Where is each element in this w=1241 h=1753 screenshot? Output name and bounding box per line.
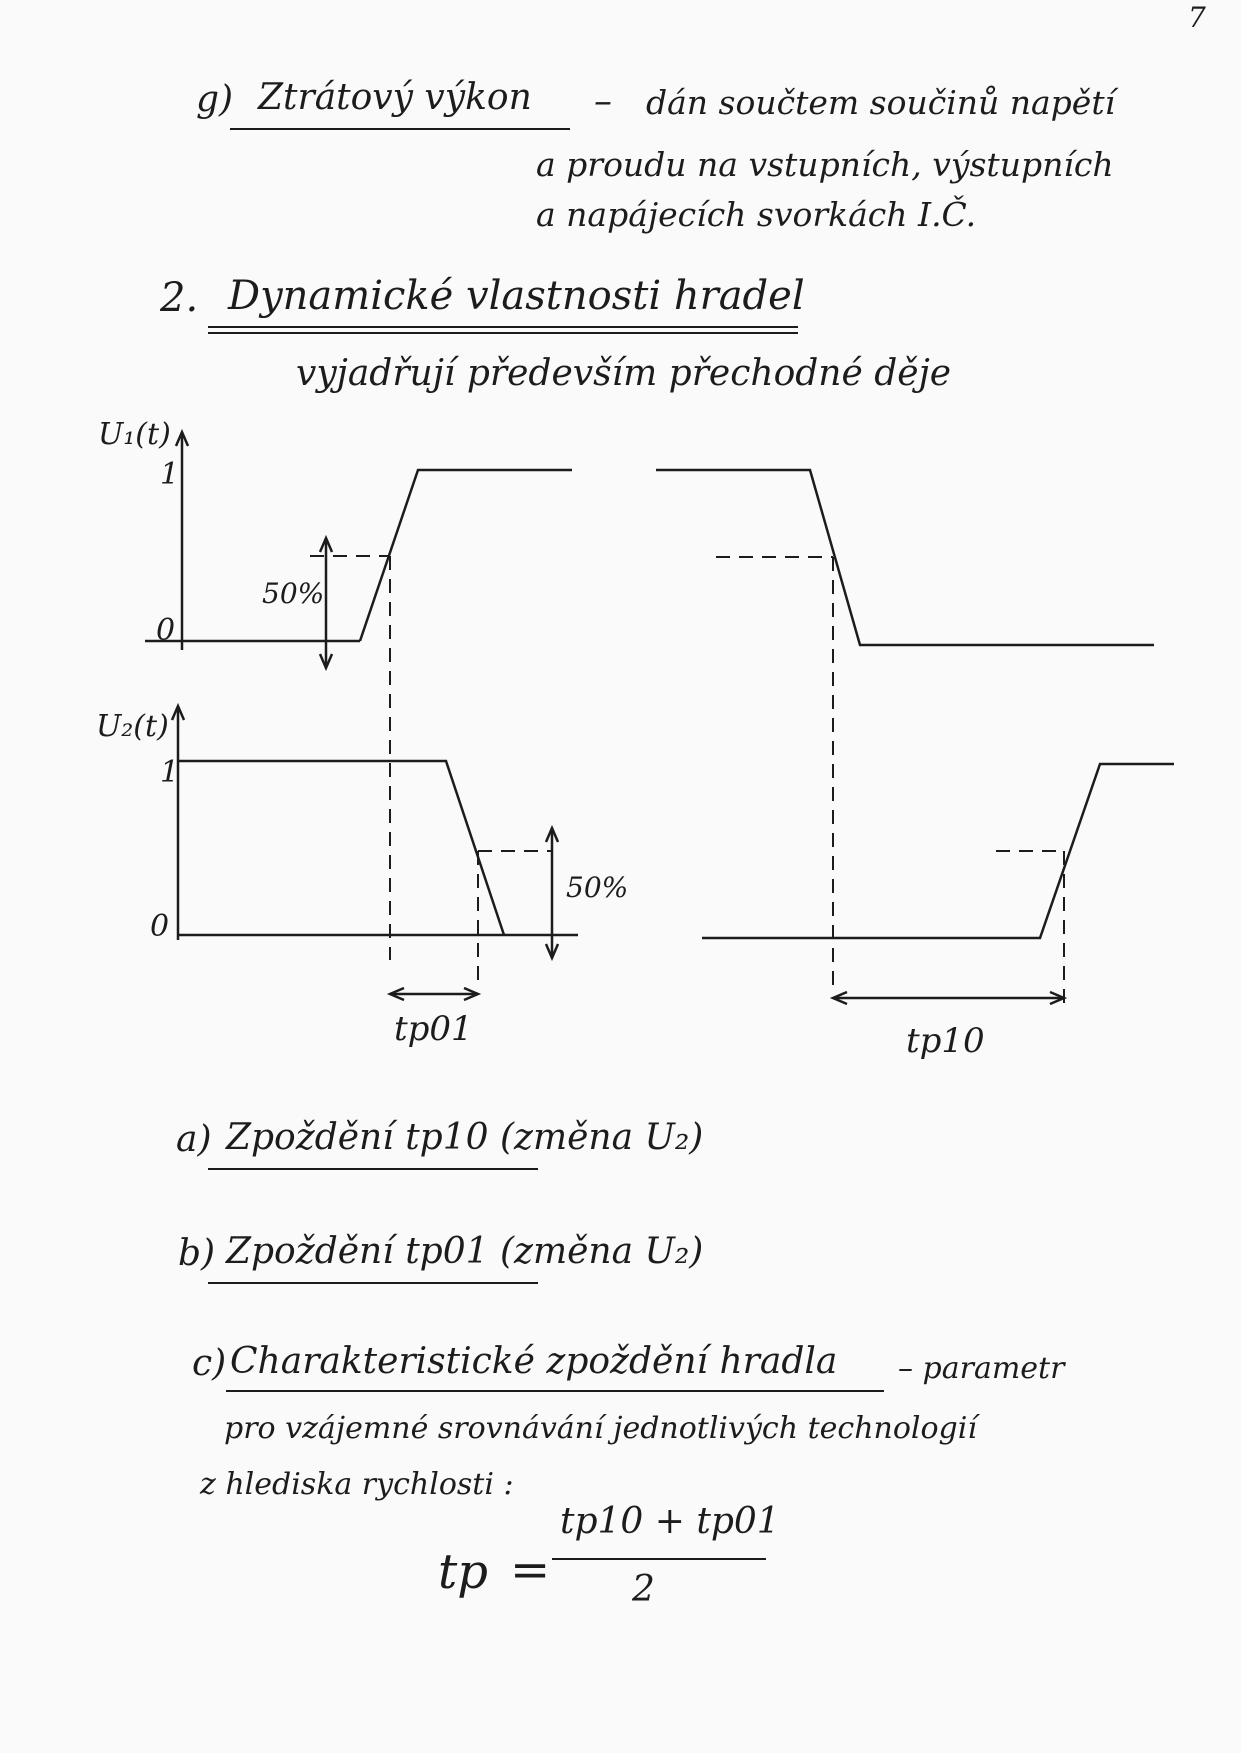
u1-level-one: 1 <box>160 457 180 492</box>
item-c-rest: – parametr <box>898 1351 1065 1386</box>
item-a-text: Zpoždění tp10 (změna U₂) <box>226 1117 704 1158</box>
item-b-text: Zpoždění tp01 (změna U₂) <box>226 1231 704 1272</box>
formula-equals: = <box>510 1542 551 1598</box>
u2-falling-waveform <box>178 761 504 935</box>
formula-denominator: 2 <box>632 1569 655 1610</box>
section-g-line-2: a proudu na vstupních, výstupních <box>536 145 1114 184</box>
u1-rising-waveform <box>360 470 572 641</box>
page-number: 7 <box>1188 1 1206 34</box>
item-c-line-3: z hlediska rychlosti : <box>200 1467 514 1502</box>
u1-level-zero: 0 <box>156 613 176 648</box>
section-2-subtitle: vyjadřují především přechodné děje <box>296 353 952 394</box>
item-c-title-underline <box>226 1390 884 1392</box>
u1-percent-label: 50% <box>262 577 325 610</box>
section-g-label: g) <box>196 79 234 120</box>
item-c-label: c) <box>192 1343 227 1384</box>
item-a-underline <box>208 1168 538 1170</box>
item-c-title: Charakteristické zpoždění hradla <box>230 1341 838 1382</box>
u2-level-zero: 0 <box>150 909 170 944</box>
u1-axis-label: U₁(t) <box>98 417 171 452</box>
section-g-line-1: dán součtem součinů napětí <box>646 83 1116 122</box>
tp10-label: tp10 <box>906 1021 985 1061</box>
u1-falling-waveform <box>656 470 1154 645</box>
formula-fraction-bar <box>552 1558 766 1560</box>
item-c-line-2: pro vzájemné srovnávání jednotlivých technologií <box>224 1411 977 1446</box>
u2-rising-waveform <box>702 764 1174 938</box>
formula-lhs: tp <box>438 1544 489 1600</box>
section-g-dash: – <box>594 81 612 122</box>
section-g-line-3: a napájecích svorkách I.Č. <box>536 195 977 234</box>
u2-percent-label: 50% <box>566 871 629 904</box>
u2-axis-label: U₂(t) <box>96 709 169 744</box>
section-g-title: Ztrátový výkon <box>258 77 532 118</box>
section-2-title: Dynamické vlastnosti hradel <box>228 273 805 319</box>
tp01-label: tp01 <box>394 1009 473 1049</box>
section-2-number: 2. <box>160 275 199 321</box>
item-a-label: a) <box>176 1119 212 1160</box>
item-b-label: b) <box>178 1233 216 1274</box>
item-b-underline <box>208 1282 538 1284</box>
u2-level-one: 1 <box>160 755 180 790</box>
formula-numerator: tp10 + tp01 <box>560 1501 780 1542</box>
